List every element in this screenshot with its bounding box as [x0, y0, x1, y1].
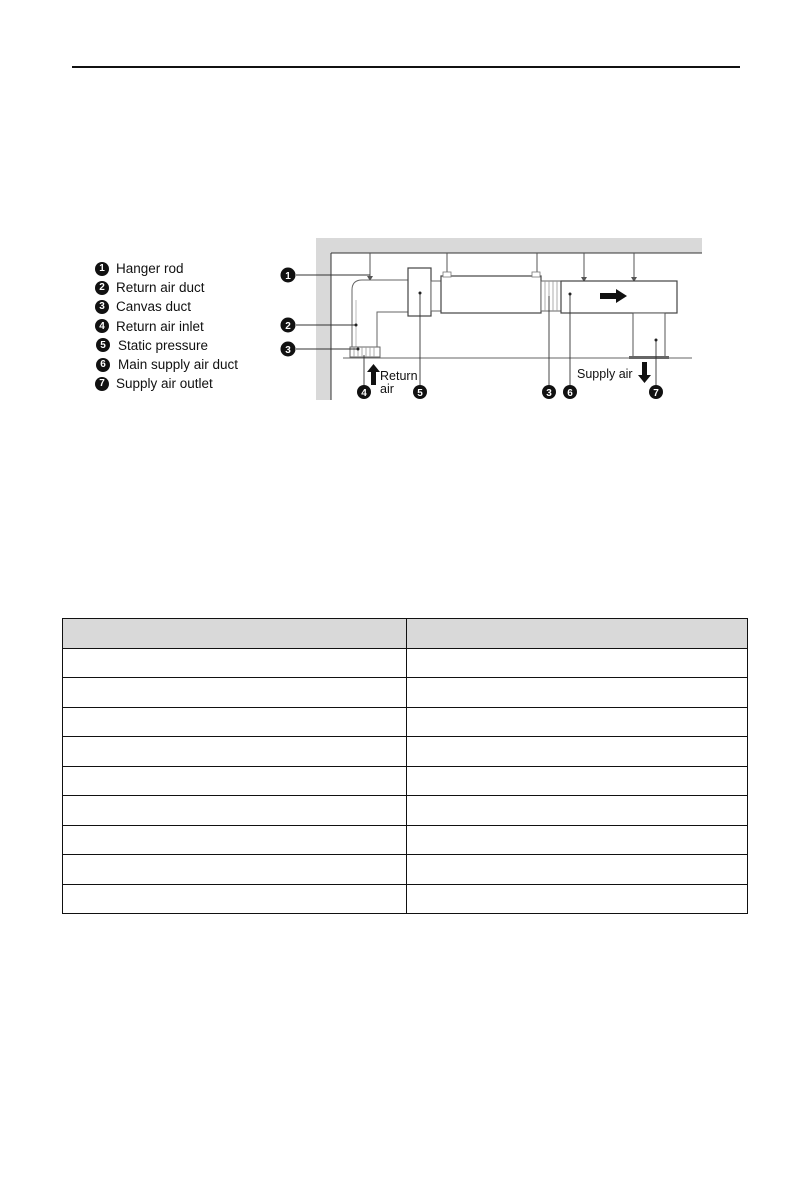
number-badge-icon: 2 [95, 281, 109, 295]
callout-2 [281, 318, 296, 333]
table-cell [407, 678, 748, 708]
table-cell [63, 766, 407, 796]
callout-3b [542, 385, 556, 399]
table-row [63, 707, 748, 737]
return-air-label: Return [380, 369, 418, 383]
table-cell [63, 737, 407, 767]
legend-label: Supply air outlet [116, 376, 213, 392]
table-cell [407, 884, 748, 914]
table-cell [407, 737, 748, 767]
table-cell [63, 855, 407, 885]
callout-4 [357, 385, 371, 399]
supply-air-down-arrow [638, 362, 651, 383]
callout-5-label: 5 [417, 388, 423, 399]
table-cell [407, 766, 748, 796]
number-badge-icon: 1 [95, 262, 109, 276]
legend-label: Canvas duct [116, 299, 192, 315]
return-air-label-2: air [380, 382, 394, 396]
callout-7-label: 7 [653, 388, 659, 399]
canvas-duct-supply [541, 281, 561, 311]
table-header-row [63, 619, 748, 649]
table-cell [407, 796, 748, 826]
table-row [63, 766, 748, 796]
table-cell [407, 825, 748, 855]
callout-6-label: 6 [567, 388, 573, 399]
legend-item [95, 336, 238, 355]
table-cell [63, 678, 407, 708]
supply-air-label: Supply air [577, 367, 633, 381]
callout-1-label: 1 [285, 271, 291, 282]
callout-6 [563, 385, 577, 399]
number-badge-icon: 6 [96, 358, 110, 372]
number-badge-icon: 5 [96, 338, 110, 352]
table-row [63, 825, 748, 855]
callout-3b-label: 3 [546, 388, 552, 399]
callout-3-label: 3 [285, 345, 291, 356]
diagram-legend [95, 259, 238, 393]
canvas-duct-return [350, 347, 380, 357]
table-cell [63, 648, 407, 678]
legend-item [95, 297, 238, 316]
outlet-grille [629, 356, 669, 359]
number-badge-icon: 3 [95, 300, 109, 314]
table-cell [407, 648, 748, 678]
return-air-up-arrow [367, 364, 380, 385]
number-badge-icon: 7 [95, 377, 109, 391]
table-row [63, 648, 748, 678]
connector [431, 281, 441, 311]
table-row [63, 884, 748, 914]
legend-label: Hanger rod [116, 261, 184, 277]
legend-label: Return air duct [116, 280, 205, 296]
table-cell [407, 855, 748, 885]
table-header-cell [407, 619, 748, 649]
callout-5 [413, 385, 427, 399]
callout-2-label: 2 [285, 321, 291, 332]
callout-7 [649, 385, 663, 399]
table-cell [63, 825, 407, 855]
table-row [63, 855, 748, 885]
legend-item [95, 259, 238, 278]
legend-item [95, 355, 238, 374]
legend-label: Main supply air duct [118, 357, 239, 373]
table-cell [63, 707, 407, 737]
callout-4-label: 4 [361, 388, 367, 399]
indoor-unit [441, 276, 541, 313]
table-row [63, 796, 748, 826]
number-badge-icon: 4 [95, 319, 109, 333]
table-row [63, 737, 748, 767]
supply-air-outlet [633, 313, 665, 358]
legend-item [95, 278, 238, 297]
table-cell [63, 796, 407, 826]
table-row [63, 678, 748, 708]
callout-3 [281, 342, 296, 357]
table-header-cell [63, 619, 407, 649]
legend-item [95, 374, 238, 393]
legend-label: Return air inlet [116, 318, 204, 334]
table-cell [407, 707, 748, 737]
return-air-duct [352, 280, 408, 347]
legend-label: Static pressure [118, 337, 209, 353]
callout-1 [281, 268, 296, 283]
table-cell [63, 884, 407, 914]
legend-item [95, 317, 238, 336]
spec-table [62, 618, 748, 914]
